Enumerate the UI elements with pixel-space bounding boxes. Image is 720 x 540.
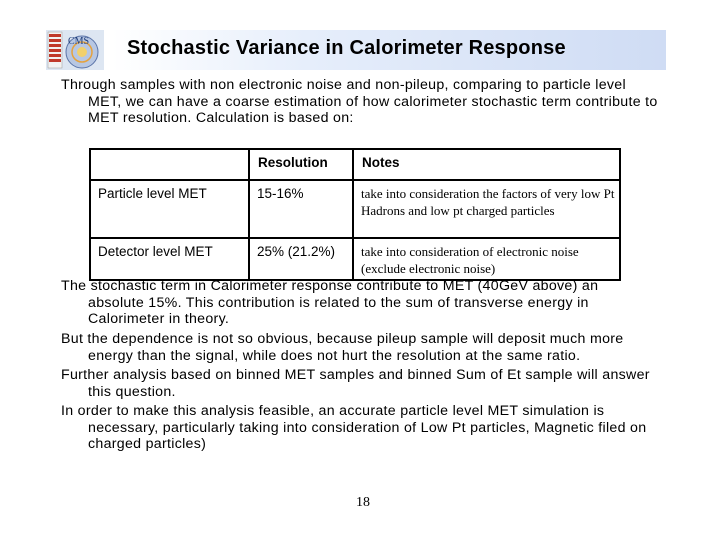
bullet-paragraph bbox=[61, 367, 667, 400]
bullet-first-line: Further analysis based on binned MET samples and binned Sum of Et sample will answer bbox=[61, 367, 650, 383]
resolution-table bbox=[89, 148, 621, 281]
bullet-paragraph bbox=[61, 331, 667, 364]
intro-first-line: Through samples with non electronic noise and non-pileup, comparing to particle level bbox=[61, 77, 626, 93]
bullet-continuation: energy than the signal, while does not hurt the resolution at the same ratio. bbox=[88, 347, 581, 364]
bullet-first-line: But the dependence is not so obvious, because pileup sample will deposit much more bbox=[61, 331, 624, 347]
table-header-empty bbox=[90, 149, 249, 180]
table-cell-notes: take into consideration the factors of very low Pt Hadrons and low pt charged particles bbox=[353, 180, 620, 238]
logo-text: CMS bbox=[68, 36, 90, 47]
bullet-first-line: The stochastic term in Calorimeter response contribute to MET (40GeV above) an bbox=[61, 278, 599, 294]
intro-paragraph bbox=[61, 77, 667, 127]
bullet-first-line: In order to make this analysis feasible, an accurate particle level MET simulation is bbox=[61, 403, 605, 419]
bullet-continuation: absolute 15%. This contribution is related to the sum of transverse energy in Calorimeter in theory. bbox=[88, 294, 589, 327]
table-cell-label: Detector level MET bbox=[90, 238, 249, 280]
cms-logo bbox=[46, 30, 104, 70]
table-cell-resolution: 25% (21.2%) bbox=[249, 238, 353, 280]
table-row bbox=[90, 180, 620, 238]
bullet-continuation: necessary, particularly taking into consideration of Low Pt particles, Magnetic filed on charged particles) bbox=[88, 419, 647, 452]
table-cell-notes: take into consideration of electronic noise (exclude electronic noise) bbox=[353, 238, 620, 280]
page-number: 18 bbox=[356, 495, 370, 510]
table-row bbox=[90, 238, 620, 280]
slide-title: Stochastic Variance in Calorimeter Response bbox=[127, 37, 566, 59]
table-header-resolution: Resolution bbox=[249, 149, 353, 180]
intro-continuation: MET, we can have a coarse estimation of how calorimeter stochastic term contribute to MET resolution. Calculation is based on: bbox=[88, 93, 658, 126]
bullet-paragraph bbox=[61, 403, 667, 453]
bullet-paragraph bbox=[61, 278, 667, 328]
bullet-continuation: this question. bbox=[88, 383, 176, 400]
table-header-notes: Notes bbox=[353, 149, 620, 180]
table-header-row bbox=[90, 149, 620, 180]
table-cell-resolution: 15-16% bbox=[249, 180, 353, 238]
table-cell-label: Particle level MET bbox=[90, 180, 249, 238]
